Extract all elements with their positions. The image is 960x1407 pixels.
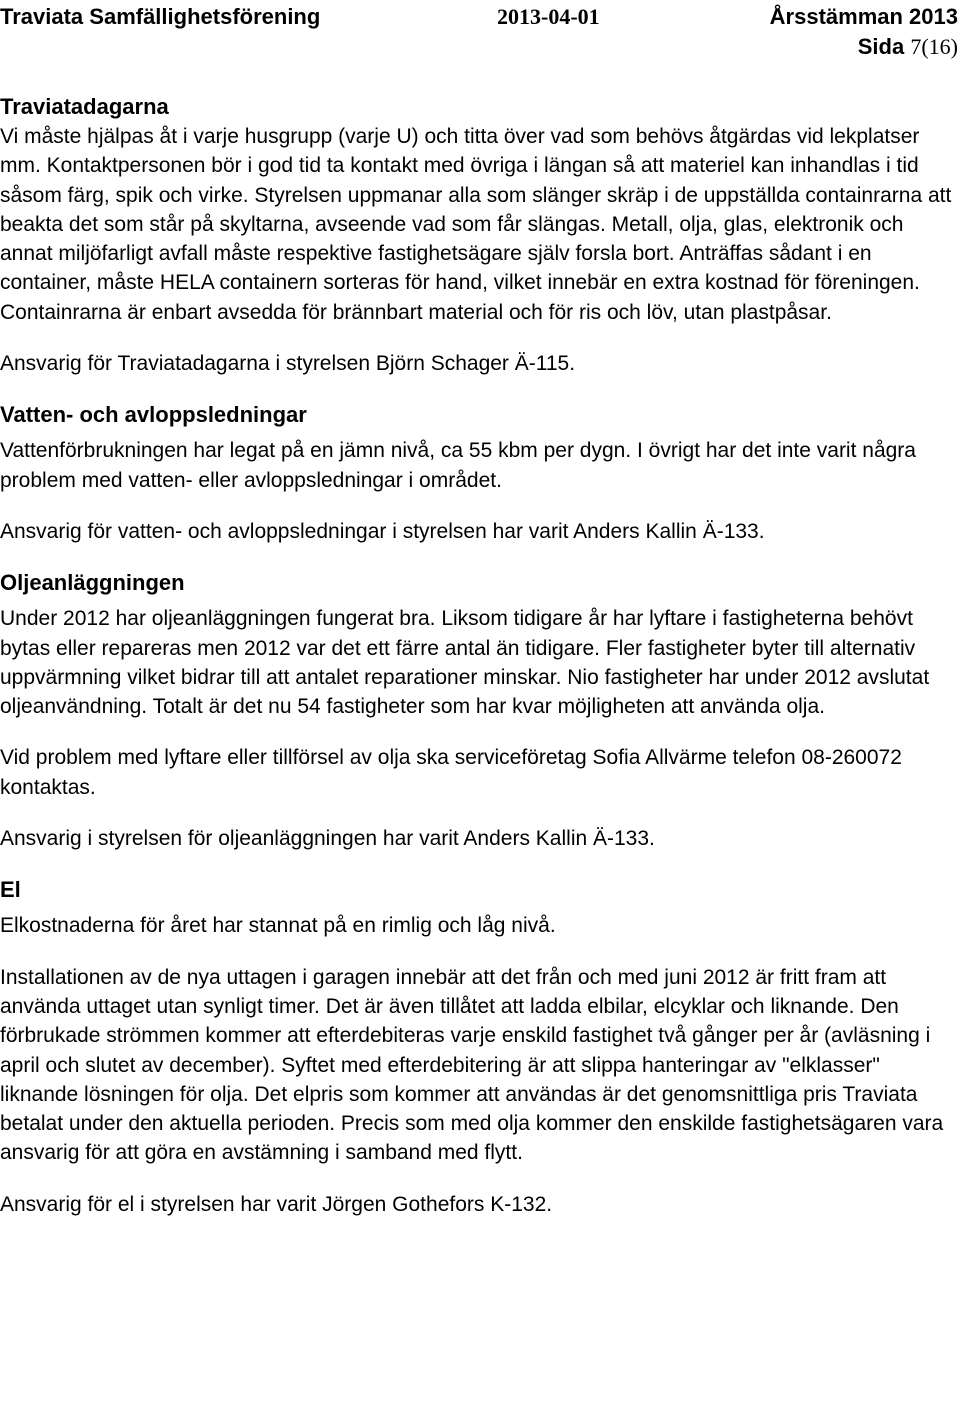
responsible-line: Ansvarig för vatten- och avloppsledningar i styrelsen har varit Anders Kallin Ä-133. (0, 519, 765, 543)
responsible-line: Ansvarig för el i styrelsen har varit Jörgen Gothefors K-132. (0, 1192, 553, 1216)
responsible-line: Ansvarig för Traviatadagarna i styrelsen Björn Schager Ä-115. (0, 352, 576, 376)
document-date: 2013-04-01 (497, 4, 600, 29)
page-header (0, 4, 960, 34)
section-paragraph: Installationen av de nya uttagen i garagen innebär att det från och med juni 2012 är fritt fram att använda uttaget utan synligt timer. Det är även tillåtet att ladda elbilar, elcyklar och liknande. Den förbrukade strömmen kommer att efterdebiteras varje enskild fastighet två gånger per år (avläsning i april och slutet av december). Syftet med efterdebitering är att slippa hanteringar av "elklasser" liknande lösningen för olja. Det elpris som kommer att användas är det genomsnittliga pris Traviata betalat under den aktuella perioden. Precis som med olja kommer den enskilde fastighetsägaren vara ansvarig för att göra en avstämning i samband med flytt. (0, 965, 944, 1165)
document-body (0, 92, 958, 1219)
section-paragraph: Elkostnaderna för året har stannat på en rimlig och låg nivå. (0, 914, 556, 938)
meeting-title: Årsstämman 2013 (769, 4, 958, 29)
section-vatten (0, 400, 958, 546)
section-heading: Vatten- och avloppsledningar (0, 402, 307, 428)
section-olja (0, 568, 958, 853)
section-traviatadagarna (0, 92, 958, 378)
page-label: Sida (857, 34, 905, 59)
section-heading: El (0, 877, 21, 903)
section-paragraph: Under 2012 har oljeanläggningen fungerat bra. Liksom tidigare år har lyftare i fastigheterna behövt bytas eller repareras men 2012 var det ett färre antal än tidigare. Fler fastigheter byter till alternativ uppvärmning vilket bidrar till att antalet reparationer minskar. Nio fastigheter har under 2012 avslutat oljeanvändning. Totalt är det nu 54 fastigheter som har kvar möjligheten att använda olja. (0, 607, 930, 719)
page-indicator (858, 34, 958, 60)
section-paragraph: Vattenförbrukningen har legat på en jämn nivå, ca 55 kbm per dygn. I övrigt har det inte varit några problem med vatten- eller avloppsledningar i området. (0, 439, 916, 492)
section-paragraph: Vid problem med lyftare eller tillförsel av olja ska serviceföretag Sofia Allvärme telefon 08-260072 kontaktas. (0, 746, 902, 799)
section-paragraph: Vi måste hjälpas åt i varje husgrupp (varje U) och titta över vad som behövs åtgärdas vid lekplatser mm. Kontaktpersonen bör i god tid ta kontakt med övriga i längan så att materiel kan inhandlas i tid såsom färg, spik och virke. Styrelsen uppmanar alla som slänger skräp i de uppställda containrarna att beakta det som står på skyltarna, avseende vad som får slängas. Metall, olja, glas, elektronik och annat miljöfarligt avfall måste respektive fastighetsägare själv forsla bort. Anträffas sådant i en container, måste HELA containern sorteras för hand, vilket innebär en extra kostnad för föreningen. Containrarna är enbart avsedda för brännbart material och för ris och löv, utan plastpåsar. (0, 125, 952, 324)
section-heading: Oljeanläggningen (0, 570, 185, 596)
page-number: 7(16) (910, 34, 958, 59)
responsible-line: Ansvarig i styrelsen för oljeanläggningen har varit Anders Kallin Ä-133. (0, 827, 655, 851)
organization-name: Traviata Samfällighetsförening (0, 4, 321, 29)
section-heading: Traviatadagarna (0, 94, 169, 119)
section-el (0, 875, 958, 1219)
